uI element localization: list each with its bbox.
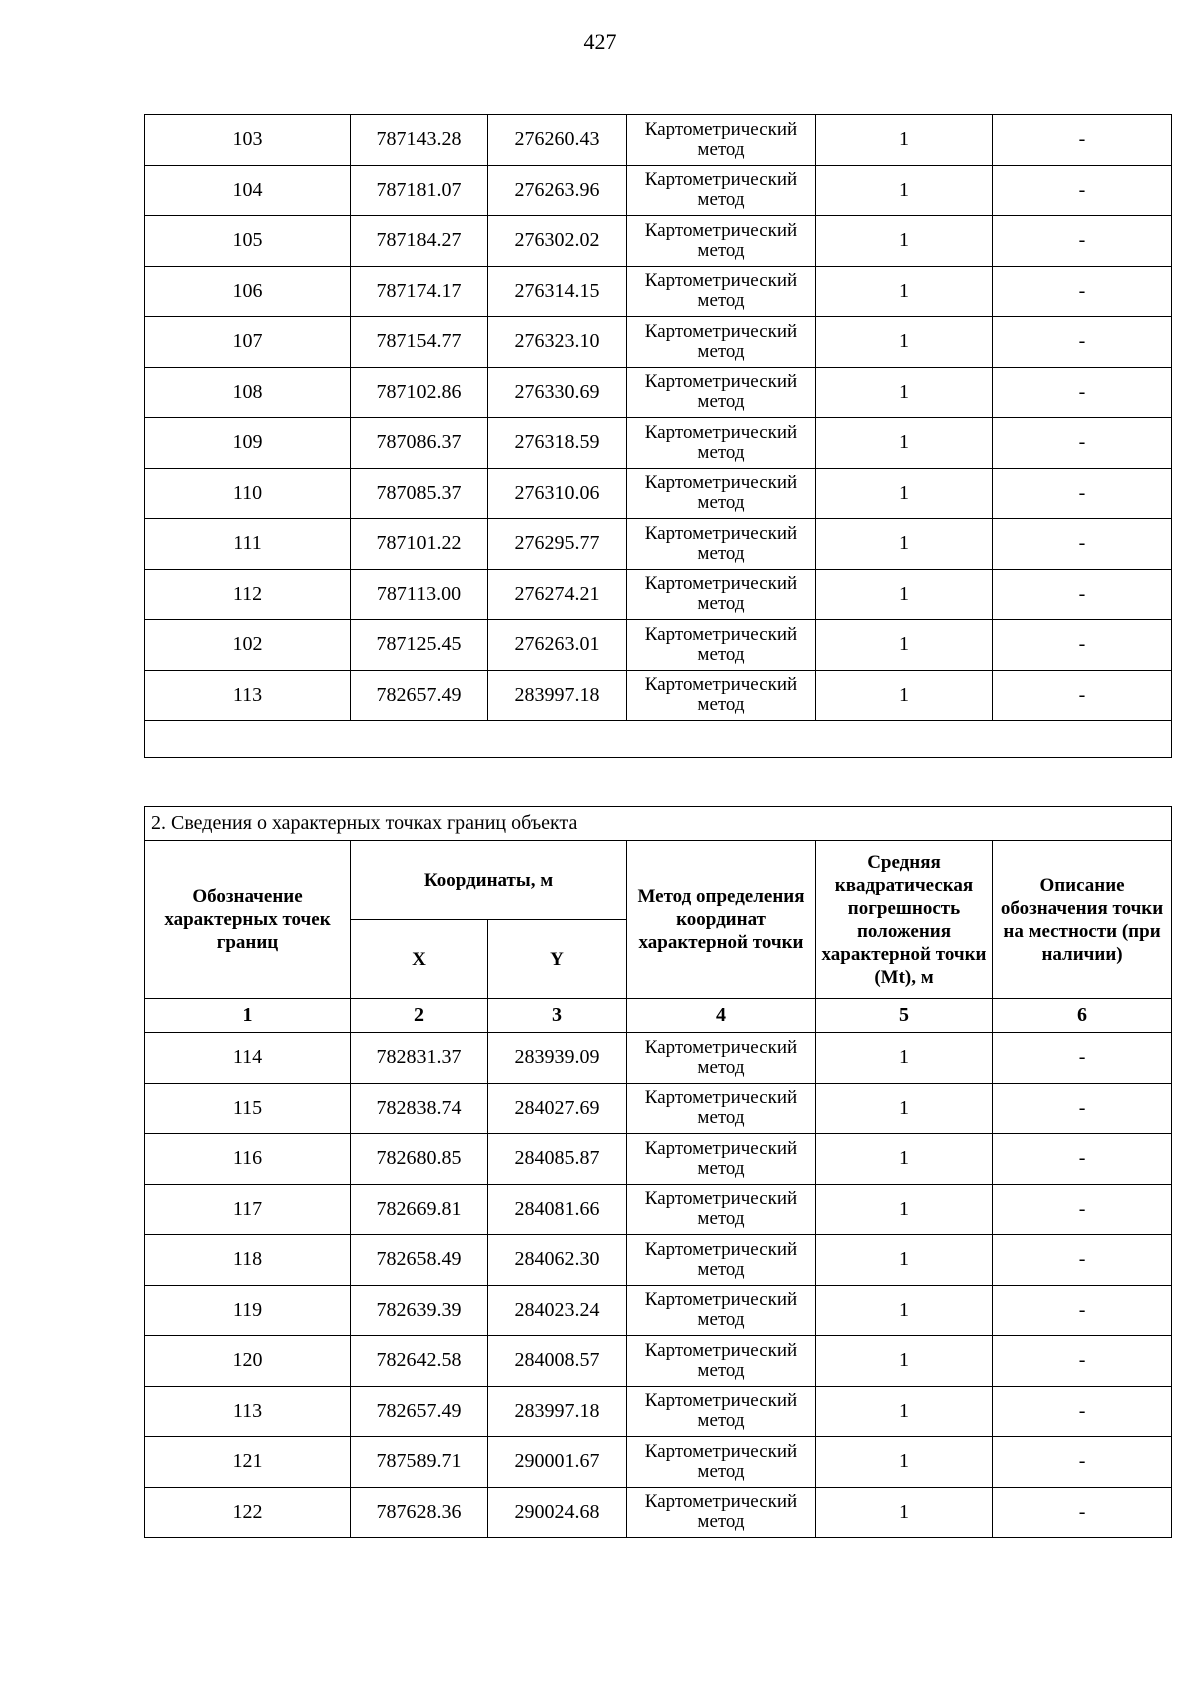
table-row xyxy=(145,1285,1172,1336)
point-number-cell: 120 xyxy=(145,1336,351,1387)
table-row xyxy=(145,367,1172,418)
header-coordinates: Координаты, м xyxy=(351,841,627,920)
y-coordinate-cell: 284008.57 xyxy=(488,1336,627,1387)
point-number-cell: 113 xyxy=(145,1386,351,1437)
method-cell xyxy=(627,1386,816,1437)
x-coordinate-cell: 787174.17 xyxy=(351,266,488,317)
method-cell xyxy=(627,165,816,216)
table-row xyxy=(145,418,1172,469)
error-cell: 1 xyxy=(816,317,993,368)
method-word: метод xyxy=(697,1258,745,1280)
x-coordinate-cell: 782657.49 xyxy=(351,1386,488,1437)
point-number-cell: 116 xyxy=(145,1134,351,1185)
y-coordinate-cell: 284081.66 xyxy=(488,1184,627,1235)
column-number: 6 xyxy=(993,999,1172,1033)
error-cell: 1 xyxy=(816,1386,993,1437)
method-word: метод xyxy=(697,1460,745,1482)
method-word: метод xyxy=(697,1309,745,1331)
table-row xyxy=(145,1033,1172,1084)
point-number-cell: 107 xyxy=(145,317,351,368)
x-coordinate-cell: 787181.07 xyxy=(351,165,488,216)
column-number: 3 xyxy=(488,999,627,1033)
error-cell: 1 xyxy=(816,1235,993,1286)
method-name: Картометрический xyxy=(644,522,798,544)
method-name: Картометрический xyxy=(644,1137,798,1159)
method-name: Картометрический xyxy=(644,270,798,292)
y-coordinate-cell: 284062.30 xyxy=(488,1235,627,1286)
y-coordinate-cell: 276295.77 xyxy=(488,519,627,570)
method-name: Картометрический xyxy=(644,421,798,443)
y-coordinate-cell: 283997.18 xyxy=(488,670,627,721)
y-coordinate-cell: 284023.24 xyxy=(488,1285,627,1336)
header-method: Метод определения координат характерной точки xyxy=(627,841,816,999)
description-cell: - xyxy=(993,165,1172,216)
point-number-cell: 114 xyxy=(145,1033,351,1084)
y-coordinate-cell: 276274.21 xyxy=(488,569,627,620)
header-description: Описание обозначения точки на местности (при наличии) xyxy=(993,841,1172,999)
x-coordinate-cell: 782642.58 xyxy=(351,1336,488,1387)
method-word: метод xyxy=(697,542,745,564)
x-coordinate-cell: 782831.37 xyxy=(351,1033,488,1084)
empty-row xyxy=(145,721,1172,758)
description-cell: - xyxy=(993,367,1172,418)
method-cell xyxy=(627,1033,816,1084)
table-body xyxy=(145,115,1172,758)
method-cell xyxy=(627,1235,816,1286)
error-cell: 1 xyxy=(816,468,993,519)
method-cell xyxy=(627,569,816,620)
empty-cell xyxy=(145,721,1172,758)
boundary-points-table-continued xyxy=(144,114,1172,758)
point-number-cell: 115 xyxy=(145,1083,351,1134)
description-cell: - xyxy=(993,317,1172,368)
description-cell: - xyxy=(993,620,1172,671)
y-coordinate-cell: 290024.68 xyxy=(488,1487,627,1538)
method-word: метод xyxy=(697,340,745,362)
point-number-cell: 117 xyxy=(145,1184,351,1235)
x-coordinate-cell: 782680.85 xyxy=(351,1134,488,1185)
method-name: Картометрический xyxy=(644,1440,798,1462)
error-cell: 1 xyxy=(816,1083,993,1134)
method-word: метод xyxy=(697,1056,745,1078)
description-cell: - xyxy=(993,1235,1172,1286)
y-coordinate-cell: 284085.87 xyxy=(488,1134,627,1185)
table-row xyxy=(145,1235,1172,1286)
description-cell: - xyxy=(993,1336,1172,1387)
method-word: метод xyxy=(697,593,745,615)
y-coordinate-cell: 276314.15 xyxy=(488,266,627,317)
column-number: 2 xyxy=(351,999,488,1033)
y-coordinate-cell: 276318.59 xyxy=(488,418,627,469)
x-coordinate-cell: 787154.77 xyxy=(351,317,488,368)
point-number-cell: 112 xyxy=(145,569,351,620)
point-number-cell: 109 xyxy=(145,418,351,469)
column-number: 5 xyxy=(816,999,993,1033)
method-cell xyxy=(627,266,816,317)
error-cell: 1 xyxy=(816,165,993,216)
y-coordinate-cell: 290001.67 xyxy=(488,1437,627,1488)
table-row xyxy=(145,670,1172,721)
method-name: Картометрический xyxy=(644,1491,798,1513)
table-row xyxy=(145,1134,1172,1185)
method-name: Картометрический xyxy=(644,573,798,595)
error-cell: 1 xyxy=(816,620,993,671)
table-row xyxy=(145,216,1172,267)
method-cell xyxy=(627,317,816,368)
table-row xyxy=(145,165,1172,216)
method-cell xyxy=(627,519,816,570)
table-row xyxy=(145,519,1172,570)
method-word: метод xyxy=(697,492,745,514)
method-name: Картометрический xyxy=(644,1289,798,1311)
description-cell: - xyxy=(993,115,1172,166)
header-y: Y xyxy=(488,920,627,999)
method-word: метод xyxy=(697,1359,745,1381)
point-number-cell: 102 xyxy=(145,620,351,671)
section-title: 2. Сведения о характерных точках границ объекта xyxy=(145,807,1172,841)
description-cell: - xyxy=(993,216,1172,267)
table-row xyxy=(145,1083,1172,1134)
x-coordinate-cell: 787086.37 xyxy=(351,418,488,469)
method-name: Картометрический xyxy=(644,623,798,645)
y-coordinate-cell: 276260.43 xyxy=(488,115,627,166)
method-word: метод xyxy=(697,643,745,665)
point-number-cell: 103 xyxy=(145,115,351,166)
method-name: Картометрический xyxy=(644,1087,798,1109)
method-word: метод xyxy=(697,189,745,211)
method-name: Картометрический xyxy=(644,219,798,241)
error-cell: 1 xyxy=(816,266,993,317)
point-number-cell: 113 xyxy=(145,670,351,721)
error-cell: 1 xyxy=(816,1033,993,1084)
table-row xyxy=(145,1184,1172,1235)
method-cell xyxy=(627,1184,816,1235)
description-cell: - xyxy=(993,1083,1172,1134)
x-coordinate-cell: 782838.74 xyxy=(351,1083,488,1134)
table-row xyxy=(145,115,1172,166)
table-row xyxy=(145,266,1172,317)
y-coordinate-cell: 276330.69 xyxy=(488,367,627,418)
method-word: метод xyxy=(697,1107,745,1129)
table-row xyxy=(145,468,1172,519)
x-coordinate-cell: 787628.36 xyxy=(351,1487,488,1538)
description-cell: - xyxy=(993,569,1172,620)
description-cell: - xyxy=(993,1386,1172,1437)
method-name: Картометрический xyxy=(644,1036,798,1058)
method-cell xyxy=(627,216,816,267)
x-coordinate-cell: 787589.71 xyxy=(351,1437,488,1488)
header-point-designation: Обозначение характерных точек границ xyxy=(145,841,351,999)
table-row xyxy=(145,1336,1172,1387)
error-cell: 1 xyxy=(816,418,993,469)
error-cell: 1 xyxy=(816,519,993,570)
method-name: Картометрический xyxy=(644,1390,798,1412)
method-cell xyxy=(627,1083,816,1134)
method-word: метод xyxy=(697,391,745,413)
y-coordinate-cell: 283939.09 xyxy=(488,1033,627,1084)
x-coordinate-cell: 782639.39 xyxy=(351,1285,488,1336)
table-row xyxy=(145,620,1172,671)
method-name: Картометрический xyxy=(644,1188,798,1210)
y-coordinate-cell: 284027.69 xyxy=(488,1083,627,1134)
error-cell: 1 xyxy=(816,1487,993,1538)
error-cell: 1 xyxy=(816,115,993,166)
point-number-cell: 105 xyxy=(145,216,351,267)
x-coordinate-cell: 782669.81 xyxy=(351,1184,488,1235)
x-coordinate-cell: 782657.49 xyxy=(351,670,488,721)
method-word: метод xyxy=(697,290,745,312)
column-number: 4 xyxy=(627,999,816,1033)
method-cell xyxy=(627,670,816,721)
method-cell xyxy=(627,620,816,671)
page-number: 427 xyxy=(583,29,617,54)
description-cell: - xyxy=(993,1487,1172,1538)
description-cell: - xyxy=(993,1033,1172,1084)
y-coordinate-cell: 276263.01 xyxy=(488,620,627,671)
table-row xyxy=(145,1386,1172,1437)
error-cell: 1 xyxy=(816,569,993,620)
x-coordinate-cell: 787184.27 xyxy=(351,216,488,267)
table-row xyxy=(145,569,1172,620)
method-word: метод xyxy=(697,1157,745,1179)
point-number-cell: 111 xyxy=(145,519,351,570)
point-number-cell: 119 xyxy=(145,1285,351,1336)
x-coordinate-cell: 787085.37 xyxy=(351,468,488,519)
description-cell: - xyxy=(993,1285,1172,1336)
error-cell: 1 xyxy=(816,1285,993,1336)
y-coordinate-cell: 276323.10 xyxy=(488,317,627,368)
method-cell xyxy=(627,1285,816,1336)
method-word: метод xyxy=(697,239,745,261)
description-cell: - xyxy=(993,266,1172,317)
boundary-points-table xyxy=(144,806,1172,1538)
method-cell xyxy=(627,1336,816,1387)
error-cell: 1 xyxy=(816,670,993,721)
point-number-cell: 118 xyxy=(145,1235,351,1286)
table-row xyxy=(145,317,1172,368)
method-name: Картометрический xyxy=(644,320,798,342)
x-coordinate-cell: 782658.49 xyxy=(351,1235,488,1286)
method-name: Картометрический xyxy=(644,674,798,696)
method-word: метод xyxy=(697,138,745,160)
method-cell xyxy=(627,367,816,418)
method-name: Картометрический xyxy=(644,169,798,191)
error-cell: 1 xyxy=(816,1336,993,1387)
error-cell: 1 xyxy=(816,216,993,267)
point-number-cell: 104 xyxy=(145,165,351,216)
method-name: Картометрический xyxy=(644,472,798,494)
method-name: Картометрический xyxy=(644,1238,798,1260)
point-number-cell: 121 xyxy=(145,1437,351,1488)
point-number-cell: 108 xyxy=(145,367,351,418)
method-cell xyxy=(627,418,816,469)
x-coordinate-cell: 787125.45 xyxy=(351,620,488,671)
x-coordinate-cell: 787143.28 xyxy=(351,115,488,166)
y-coordinate-cell: 276263.96 xyxy=(488,165,627,216)
method-cell xyxy=(627,1437,816,1488)
description-cell: - xyxy=(993,418,1172,469)
method-name: Картометрический xyxy=(644,118,798,140)
method-name: Картометрический xyxy=(644,1339,798,1361)
point-number-cell: 106 xyxy=(145,266,351,317)
y-coordinate-cell: 276302.02 xyxy=(488,216,627,267)
header-x: X xyxy=(351,920,488,999)
description-cell: - xyxy=(993,1134,1172,1185)
error-cell: 1 xyxy=(816,1437,993,1488)
y-coordinate-cell: 283997.18 xyxy=(488,1386,627,1437)
description-cell: - xyxy=(993,519,1172,570)
point-number-cell: 110 xyxy=(145,468,351,519)
method-word: метод xyxy=(697,1410,745,1432)
method-word: метод xyxy=(697,441,745,463)
x-coordinate-cell: 787113.00 xyxy=(351,569,488,620)
method-word: метод xyxy=(697,1208,745,1230)
description-cell: - xyxy=(993,670,1172,721)
method-cell xyxy=(627,1134,816,1185)
description-cell: - xyxy=(993,1437,1172,1488)
table-body xyxy=(145,1033,1172,1538)
method-word: метод xyxy=(697,694,745,716)
method-cell xyxy=(627,1487,816,1538)
x-coordinate-cell: 787102.86 xyxy=(351,367,488,418)
header-error: Средняя квадратическая погрешность положения характерной точки (Mt), м xyxy=(816,841,993,999)
description-cell: - xyxy=(993,468,1172,519)
y-coordinate-cell: 276310.06 xyxy=(488,468,627,519)
method-cell xyxy=(627,115,816,166)
point-number-cell: 122 xyxy=(145,1487,351,1538)
method-word: метод xyxy=(697,1511,745,1533)
error-cell: 1 xyxy=(816,367,993,418)
column-number: 1 xyxy=(145,999,351,1033)
error-cell: 1 xyxy=(816,1134,993,1185)
x-coordinate-cell: 787101.22 xyxy=(351,519,488,570)
method-cell xyxy=(627,468,816,519)
table-row xyxy=(145,1437,1172,1488)
error-cell: 1 xyxy=(816,1184,993,1235)
description-cell: - xyxy=(993,1184,1172,1235)
table-row xyxy=(145,1487,1172,1538)
method-name: Картометрический xyxy=(644,371,798,393)
